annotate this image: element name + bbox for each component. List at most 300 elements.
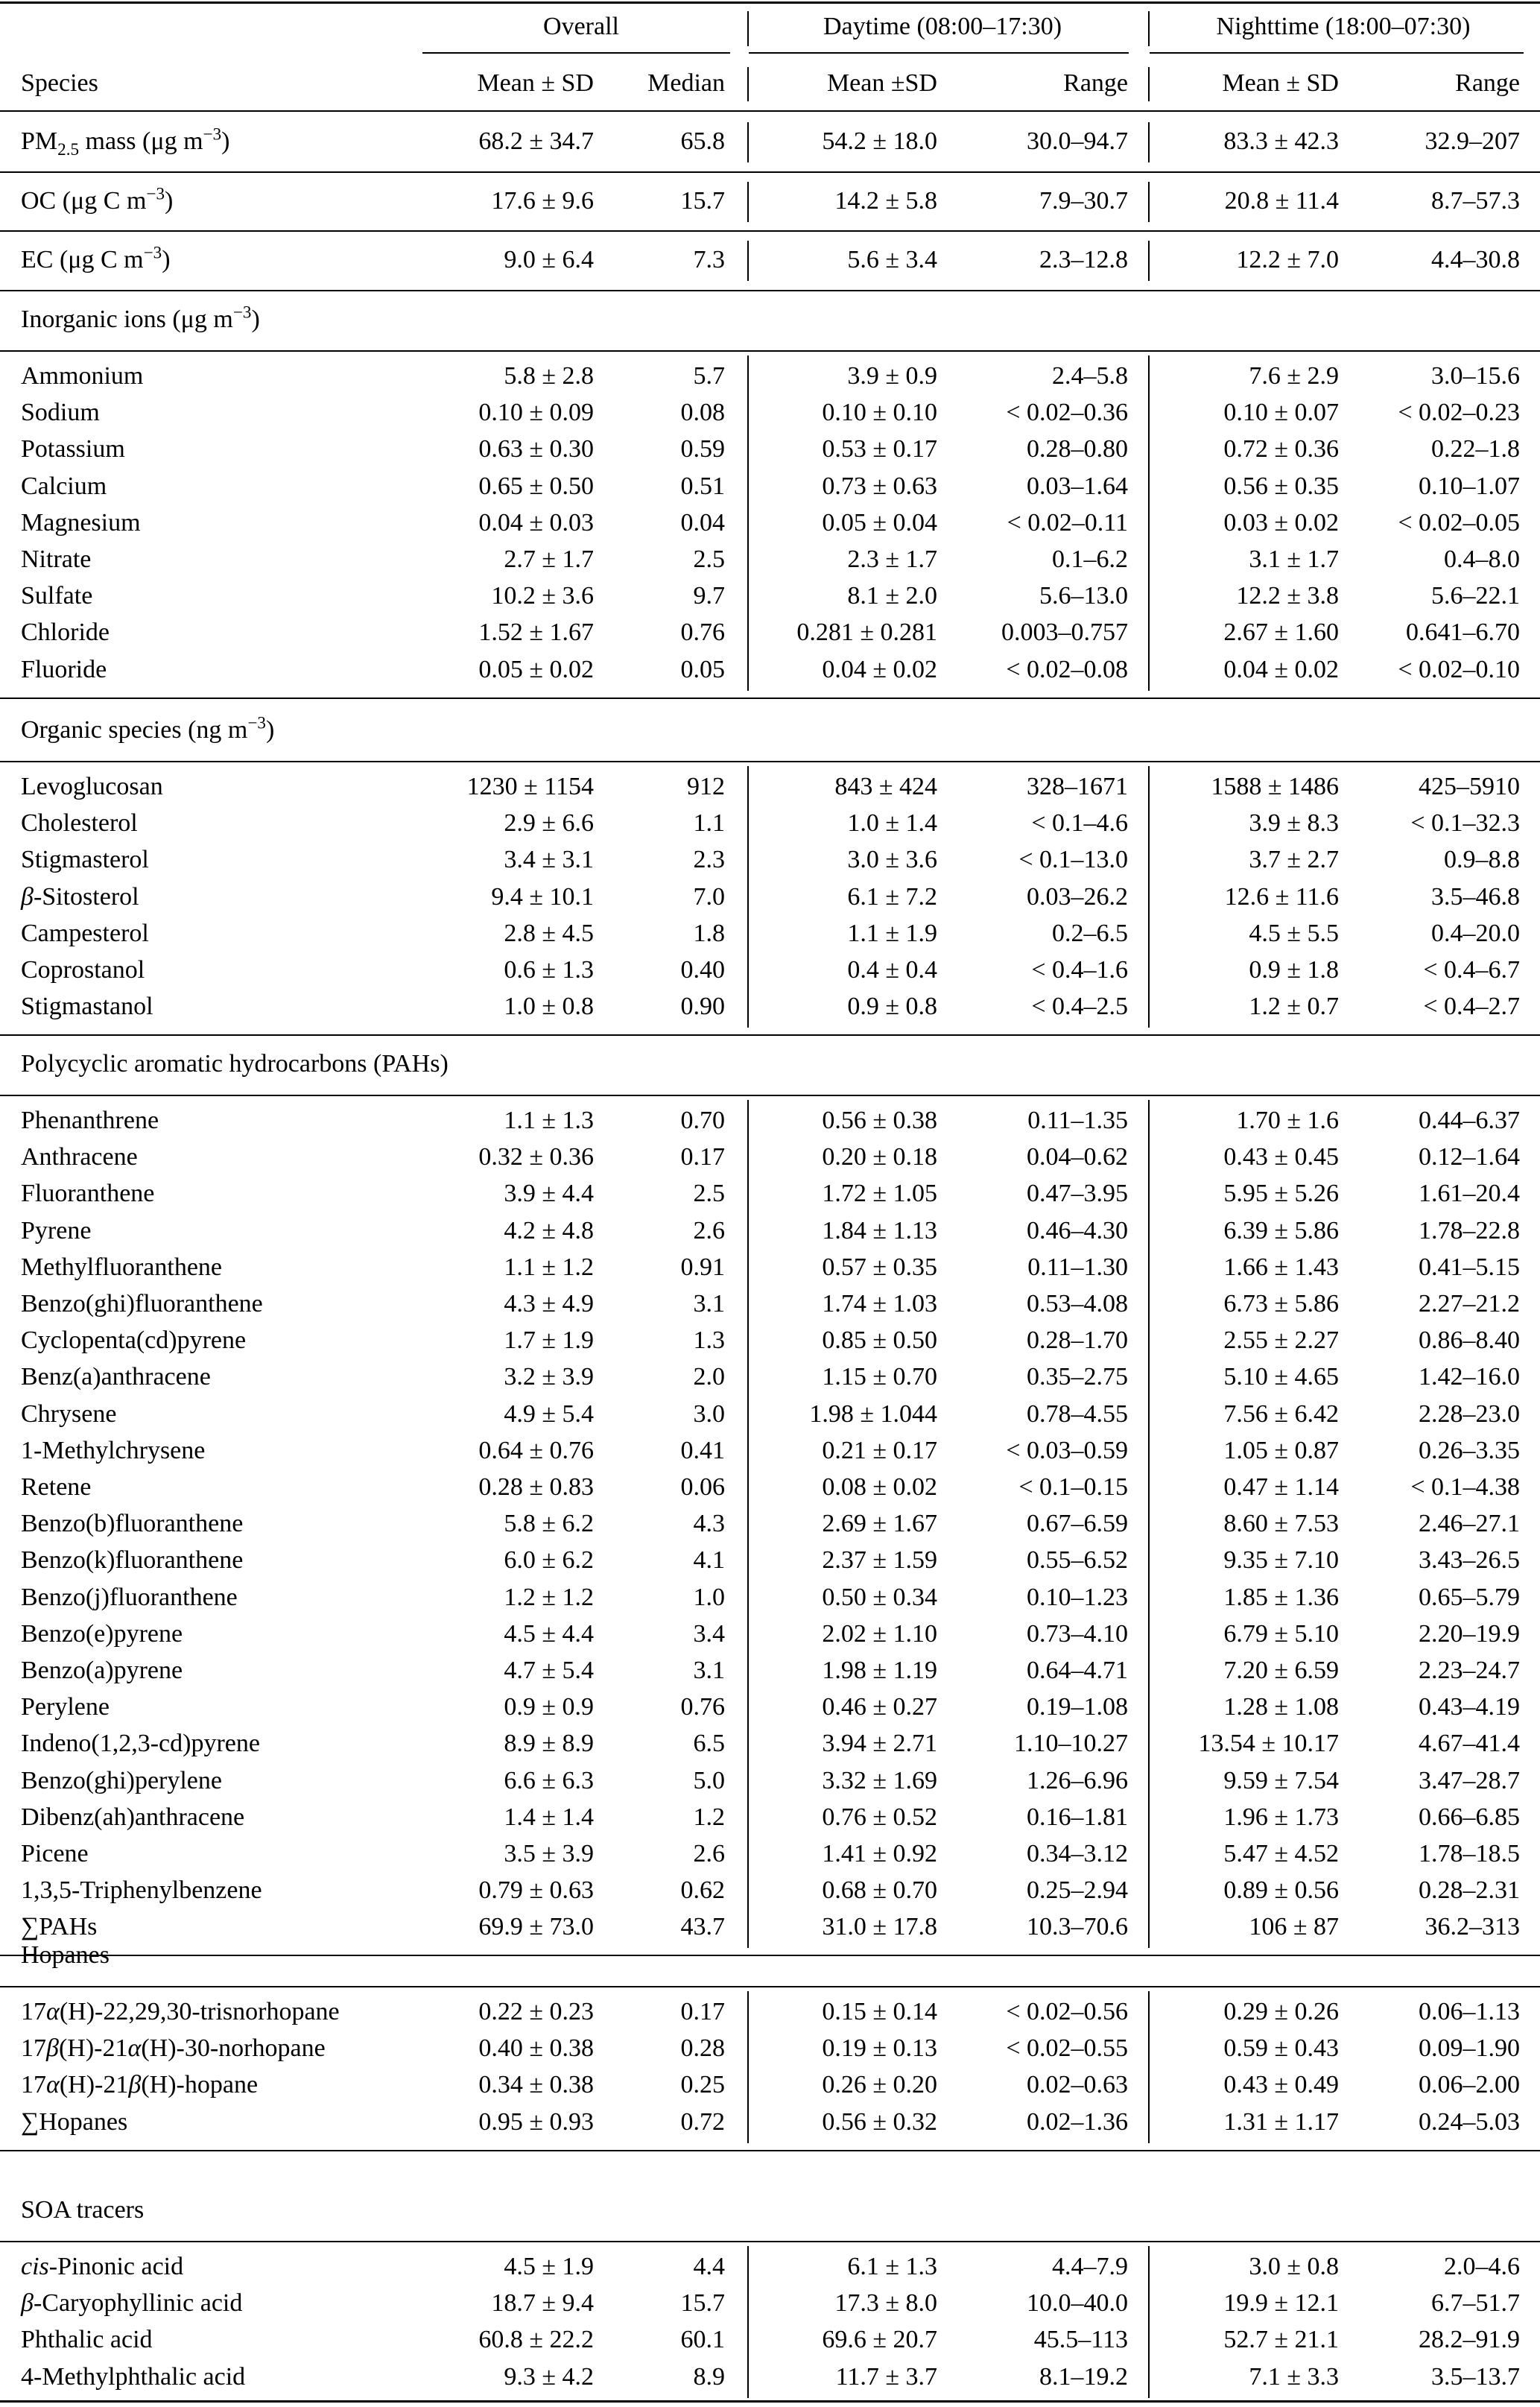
value-cell: 2.7 ± 1.7 <box>504 545 594 573</box>
species-name: OC (μg C $m^{-3}$) <box>21 184 174 215</box>
species-name: Cyclopenta(cd)pyrene <box>21 1326 247 1355</box>
value-cell: 0.28 <box>680 2034 725 2063</box>
value-cell: 2.5 <box>693 1180 725 1208</box>
value-cell: 1.85 ± 1.36 <box>1223 1583 1339 1611</box>
value-cell: 69.6 ± 20.7 <box>822 2326 937 2354</box>
group-header-daytime: Daytime (08:00–17:30) <box>823 13 1062 40</box>
value-cell: 6.1 ± 7.2 <box>847 882 937 911</box>
value-cell: 0.89 ± 0.56 <box>1223 1876 1339 1905</box>
value-cell: 0.28–1.70 <box>1027 1326 1128 1355</box>
value-cell: 2.0 <box>693 1363 725 1391</box>
value-cell: 4.5 ± 1.9 <box>504 2253 594 2280</box>
value-cell: < 0.1–4.6 <box>1031 809 1128 838</box>
section-title: Hopanes <box>21 1941 110 1969</box>
value-cell: 6.7–51.7 <box>1431 2289 1520 2318</box>
value-cell: 106 ± 87 <box>1249 1913 1339 1941</box>
value-cell: 0.04 ± 0.02 <box>1223 655 1339 683</box>
value-cell: 0.56 ± 0.35 <box>1223 472 1339 500</box>
value-cell: 2.02 ± 1.10 <box>822 1619 937 1648</box>
value-cell: 3.7 ± 2.7 <box>1249 846 1339 874</box>
value-cell: 0.95 ± 0.93 <box>478 2107 594 2136</box>
value-cell: 0.4–20.0 <box>1431 919 1520 947</box>
value-cell: 2.27–21.2 <box>1419 1290 1520 1318</box>
value-cell: 0.66–6.85 <box>1419 1803 1520 1831</box>
species-name: Magnesium <box>21 508 141 537</box>
value-cell: 0.59 ± 0.43 <box>1223 2034 1339 2063</box>
value-cell: 17.3 ± 8.0 <box>834 2289 937 2318</box>
value-cell: 2.0–4.6 <box>1444 2253 1520 2280</box>
value-cell: 52.7 ± 21.1 <box>1223 2326 1339 2354</box>
value-cell: 8.60 ± 7.53 <box>1223 1510 1339 1538</box>
value-cell: 3.5–13.7 <box>1431 2362 1520 2391</box>
column-divider <box>1148 67 1150 101</box>
value-cell: 2.67 ± 1.60 <box>1223 619 1339 647</box>
column-header: Range <box>1455 69 1520 97</box>
value-cell: < 0.1–0.15 <box>1018 1473 1128 1501</box>
value-cell: 4.3 ± 4.9 <box>504 1290 594 1318</box>
value-cell: 0.68 ± 0.70 <box>822 1876 937 1905</box>
value-cell: 1.78–18.5 <box>1419 1840 1520 1867</box>
value-cell: 1.15 ± 0.70 <box>822 1363 937 1391</box>
value-cell: 36.2–313 <box>1425 1913 1520 1941</box>
value-cell: 1230 ± 1154 <box>466 773 594 800</box>
value-cell: 0.55–6.52 <box>1027 1546 1128 1575</box>
value-cell: 2.9 ± 6.6 <box>504 809 594 838</box>
value-cell: 8.1–19.2 <box>1039 2362 1128 2391</box>
species-name: $PM_{2.5}$ mass (μg $m^{-3}$) <box>21 124 230 159</box>
species-name: Chloride <box>21 619 110 647</box>
divider <box>0 230 1540 232</box>
value-cell: 0.72 ± 0.36 <box>1223 435 1339 464</box>
section-title: Organic species (ng $m^{-3}$) <box>21 713 275 744</box>
value-cell: 7.6 ± 2.9 <box>1249 362 1339 390</box>
species-name: Chrysene <box>21 1399 117 1428</box>
value-cell: 0.43–4.19 <box>1419 1693 1520 1721</box>
value-cell: 3.5–46.8 <box>1431 882 1520 911</box>
value-cell: 0.10 ± 0.09 <box>478 399 594 427</box>
value-cell: 2.23–24.7 <box>1419 1657 1520 1684</box>
group-underline <box>1150 52 1524 54</box>
value-cell: 0.72 <box>680 2107 725 2136</box>
species-name: Perylene <box>21 1693 110 1721</box>
value-cell: 4.7 ± 5.4 <box>504 1657 594 1684</box>
value-cell: 9.0 ± 6.4 <box>504 246 594 273</box>
value-cell: 3.9 ± 0.9 <box>847 362 937 390</box>
value-cell: 0.02–0.63 <box>1027 2071 1128 2099</box>
value-cell: 1.72 ± 1.05 <box>822 1180 937 1208</box>
value-cell: 1.98 ± 1.19 <box>822 1657 937 1684</box>
value-cell: 12.2 ± 3.8 <box>1236 582 1339 610</box>
value-cell: 3.0 ± 3.6 <box>847 846 937 874</box>
value-cell: 2.3 <box>693 846 725 874</box>
value-cell: 843 ± 424 <box>834 773 937 800</box>
value-cell: 43.7 <box>680 1913 725 1941</box>
value-cell: 3.4 <box>693 1619 725 1648</box>
value-cell: 5.6–13.0 <box>1039 582 1128 610</box>
value-cell: 4.9 ± 5.4 <box>504 1399 594 1428</box>
value-cell: 3.0 <box>693 1399 725 1428</box>
value-cell: 1.0 <box>693 1583 725 1611</box>
column-divider <box>1148 1991 1150 2143</box>
value-cell: 4.2 ± 4.8 <box>504 1216 594 1244</box>
divider <box>0 171 1540 173</box>
value-cell: 0.91 <box>680 1253 725 1281</box>
value-cell: 3.1 <box>693 1290 725 1318</box>
value-cell: < 0.02–0.23 <box>1398 399 1520 427</box>
value-cell: 1.8 <box>693 919 725 947</box>
value-cell: 9.35 ± 7.10 <box>1223 1546 1339 1575</box>
value-cell: 10.2 ± 3.6 <box>491 582 594 610</box>
value-cell: 0.78–4.55 <box>1027 1399 1128 1428</box>
value-cell: 3.1 <box>693 1657 725 1684</box>
value-cell: 2.28–23.0 <box>1419 1399 1520 1428</box>
value-cell: 15.7 <box>680 187 725 215</box>
value-cell: 2.4–5.8 <box>1052 362 1128 390</box>
value-cell: 3.1 ± 1.7 <box>1249 545 1339 573</box>
value-cell: 0.05 ± 0.02 <box>478 655 594 683</box>
value-cell: 6.1 ± 1.3 <box>847 2253 937 2280</box>
value-cell: 5.6 ± 3.4 <box>847 246 937 273</box>
value-cell: 2.6 <box>693 1840 725 1867</box>
value-cell: 60.1 <box>680 2326 725 2354</box>
value-cell: 0.003–0.757 <box>1001 619 1128 647</box>
value-cell: 328–1671 <box>1027 773 1128 800</box>
value-cell: 0.03 ± 0.02 <box>1223 508 1339 537</box>
species-name: Benzo(e)pyrene <box>21 1619 183 1648</box>
value-cell: 19.9 ± 12.1 <box>1223 2289 1339 2318</box>
column-divider <box>747 1100 749 1948</box>
value-cell: 1.0 ± 0.8 <box>504 993 594 1021</box>
value-cell: 3.9 ± 8.3 <box>1249 809 1339 838</box>
value-cell: 9.3 ± 4.2 <box>504 2362 594 2391</box>
species-name: Benzo(a)pyrene <box>21 1657 183 1684</box>
value-cell: < 0.4–1.6 <box>1031 956 1128 984</box>
value-cell: 69.9 ± 73.0 <box>478 1913 594 1941</box>
column-divider <box>1148 766 1150 1028</box>
value-cell: 0.09–1.90 <box>1419 2034 1520 2063</box>
value-cell: 0.34 ± 0.38 <box>478 2071 594 2099</box>
value-cell: 28.2–91.9 <box>1419 2326 1520 2354</box>
value-cell: 0.43 ± 0.49 <box>1223 2071 1339 2099</box>
value-cell: 0.62 <box>680 1876 725 1905</box>
value-cell: 3.0 ± 0.8 <box>1249 2253 1339 2280</box>
value-cell: 0.16–1.81 <box>1027 1803 1128 1831</box>
value-cell: 1.84 ± 1.13 <box>822 1216 937 1244</box>
value-cell: 0.47 ± 1.14 <box>1223 1473 1339 1501</box>
value-cell: 3.43–26.5 <box>1419 1546 1520 1575</box>
species-name: 1,3,5-Triphenylbenzene <box>21 1876 262 1905</box>
column-divider <box>747 766 749 1028</box>
value-cell: 0.4 ± 0.4 <box>847 956 937 984</box>
value-cell: 0.28–2.31 <box>1419 1876 1520 1905</box>
species-name: Levoglucosan <box>21 773 163 800</box>
value-cell: 7.9–30.7 <box>1039 187 1128 215</box>
value-cell: 1.61–20.4 <box>1419 1180 1520 1208</box>
value-cell: 0.19 ± 0.13 <box>822 2034 937 2063</box>
value-cell: 3.9 ± 4.4 <box>504 1180 594 1208</box>
value-cell: 1.1 ± 1.9 <box>847 919 937 947</box>
species-name: ∑PAHs <box>21 1913 98 1941</box>
value-cell: 5.8 ± 6.2 <box>504 1510 594 1538</box>
column-divider <box>1148 122 1150 162</box>
value-cell: 3.32 ± 1.69 <box>822 1766 937 1794</box>
species-name: Calcium <box>21 472 107 500</box>
value-cell: 2.37 ± 1.59 <box>822 1546 937 1575</box>
value-cell: 60.8 ± 22.2 <box>478 2326 594 2354</box>
column-divider <box>747 1991 749 2143</box>
value-cell: 0.19–1.08 <box>1027 1693 1128 1721</box>
section-title: Inorganic ions (μg $m^{-3}$) <box>21 303 260 333</box>
value-cell: 1.26–6.96 <box>1027 1766 1128 1794</box>
value-cell: 13.54 ± 10.17 <box>1198 1730 1339 1758</box>
value-cell: 6.79 ± 5.10 <box>1223 1619 1339 1648</box>
value-cell: 5.47 ± 4.52 <box>1223 1840 1339 1867</box>
value-cell: 2.55 ± 2.27 <box>1223 1326 1339 1355</box>
value-cell: 4.5 ± 4.4 <box>504 1619 594 1648</box>
column-header: Mean ± SD <box>1222 69 1339 97</box>
value-cell: < 0.02–0.05 <box>1398 508 1520 537</box>
value-cell: 0.03–1.64 <box>1027 472 1128 500</box>
value-cell: 9.4 ± 10.1 <box>491 882 594 911</box>
column-header: Range <box>1063 69 1128 97</box>
value-cell: < 0.4–6.7 <box>1423 956 1520 984</box>
species-name: Indeno(1,2,3-cd)pyrene <box>21 1730 260 1758</box>
column-divider <box>1148 355 1150 691</box>
column-divider <box>747 67 749 101</box>
column-divider <box>1148 182 1150 222</box>
value-cell: 83.3 ± 42.3 <box>1223 127 1339 155</box>
value-cell: 0.22–1.8 <box>1431 435 1520 464</box>
divider <box>0 761 1540 762</box>
divider <box>0 1034 1540 1036</box>
value-cell: 6.5 <box>693 1730 725 1758</box>
value-cell: 14.2 ± 5.8 <box>834 187 937 215</box>
value-cell: 1.1 ± 1.3 <box>504 1107 594 1134</box>
value-cell: 0.26–3.35 <box>1419 1436 1520 1464</box>
divider <box>0 1 1540 4</box>
value-cell: 2.6 <box>693 1216 725 1244</box>
value-cell: 1.52 ± 1.67 <box>478 619 594 647</box>
species-name: Pyrene <box>21 1216 92 1244</box>
value-cell: 0.15 ± 0.14 <box>822 1998 937 2025</box>
value-cell: 2.5 <box>693 545 725 573</box>
value-cell: 0.41–5.15 <box>1419 1253 1520 1281</box>
divider <box>0 2150 1540 2151</box>
value-cell: 0.41 <box>680 1436 725 1464</box>
value-cell: 30.0–94.7 <box>1027 127 1128 155</box>
value-cell: 0.73 ± 0.63 <box>822 472 937 500</box>
value-cell: 8.1 ± 2.0 <box>847 582 937 610</box>
value-cell: 0.20 ± 0.18 <box>822 1143 937 1171</box>
value-cell: < 0.4–2.7 <box>1423 993 1520 1021</box>
value-cell: 0.73–4.10 <box>1027 1619 1128 1648</box>
value-cell: 7.3 <box>693 246 725 273</box>
value-cell: 0.50 ± 0.34 <box>822 1583 937 1611</box>
value-cell: 4.67–41.4 <box>1419 1730 1520 1758</box>
value-cell: 0.79 ± 0.63 <box>478 1876 594 1905</box>
value-cell: 2.46–27.1 <box>1419 1510 1520 1538</box>
value-cell: < 0.02–0.10 <box>1398 655 1520 683</box>
value-cell: 0.641–6.70 <box>1406 619 1520 647</box>
value-cell: < 0.1–13.0 <box>1018 846 1128 874</box>
value-cell: 8.9 ± 8.9 <box>504 1730 594 1758</box>
value-cell: 1.0 ± 1.4 <box>847 809 937 838</box>
value-cell: 1.42–16.0 <box>1419 1363 1520 1391</box>
species-name: Fluoride <box>21 655 107 683</box>
species-name: Cholesterol <box>21 809 138 838</box>
value-cell: 31.0 ± 17.8 <box>822 1913 937 1941</box>
species-name: Benz(a)anthracene <box>21 1363 211 1391</box>
value-cell: 0.06–2.00 <box>1419 2071 1520 2099</box>
value-cell: 2.69 ± 1.67 <box>822 1510 937 1538</box>
value-cell: 3.4 ± 3.1 <box>504 846 594 874</box>
value-cell: 3.5 ± 3.9 <box>504 1840 594 1867</box>
value-cell: 6.39 ± 5.86 <box>1223 1216 1339 1244</box>
value-cell: 9.7 <box>693 582 725 610</box>
species-name: Potassium <box>21 435 125 464</box>
column-divider <box>747 241 749 281</box>
value-cell: 1.4 ± 1.4 <box>504 1803 594 1831</box>
value-cell: 0.11–1.35 <box>1027 1107 1128 1134</box>
value-cell: 12.6 ± 11.6 <box>1224 882 1339 911</box>
value-cell: 0.10–1.23 <box>1027 1583 1128 1611</box>
value-cell: 2.20–19.9 <box>1419 1619 1520 1648</box>
column-divider <box>747 182 749 222</box>
value-cell: 0.56 ± 0.38 <box>822 1107 937 1134</box>
value-cell: 0.4–8.0 <box>1444 545 1520 573</box>
value-cell: 5.95 ± 5.26 <box>1223 1180 1339 1208</box>
column-divider <box>1148 241 1150 281</box>
value-cell: 0.02–1.36 <box>1027 2107 1128 2136</box>
value-cell: 0.63 ± 0.30 <box>478 435 594 464</box>
value-cell: 0.05 ± 0.04 <box>822 508 937 537</box>
value-cell: 0.43 ± 0.45 <box>1223 1143 1339 1171</box>
value-cell: 0.05 <box>680 655 725 683</box>
divider <box>0 2241 1540 2242</box>
value-cell: 0.25 <box>680 2071 725 2099</box>
value-cell: 6.6 ± 6.3 <box>504 1766 594 1794</box>
value-cell: 0.08 <box>680 399 725 427</box>
value-cell: 6.73 ± 5.86 <box>1223 1290 1339 1318</box>
value-cell: 0.21 ± 0.17 <box>822 1436 937 1464</box>
species-name: β-Caryophyllinic acid <box>21 2289 243 2318</box>
species-name: Sodium <box>21 399 100 427</box>
value-cell: < 0.02–0.55 <box>1006 2034 1128 2063</box>
value-cell: 912 <box>687 773 725 800</box>
divider <box>0 290 1540 291</box>
value-cell: 1.74 ± 1.03 <box>822 1290 937 1318</box>
value-cell: < 0.02–0.08 <box>1006 655 1128 683</box>
value-cell: 3.47–28.7 <box>1419 1766 1520 1794</box>
value-cell: 0.9–8.8 <box>1444 846 1520 874</box>
species-name: 4-Methylphthalic acid <box>21 2362 246 2391</box>
value-cell: 7.20 ± 6.59 <box>1223 1657 1339 1684</box>
value-cell: 0.40 ± 0.38 <box>478 2034 594 2063</box>
value-cell: 1.41 ± 0.92 <box>822 1840 937 1867</box>
value-cell: 10.3–70.6 <box>1027 1913 1128 1941</box>
value-cell: 0.34–3.12 <box>1027 1840 1128 1867</box>
value-cell: 0.53 ± 0.17 <box>822 435 937 464</box>
value-cell: 1.78–22.8 <box>1419 1216 1520 1244</box>
value-cell: 0.11–1.30 <box>1027 1253 1128 1281</box>
value-cell: 0.12–1.64 <box>1419 1143 1520 1171</box>
species-name: Benzo(ghi)perylene <box>21 1766 222 1794</box>
value-cell: 0.1–6.2 <box>1052 545 1128 573</box>
value-cell: 0.17 <box>680 1143 725 1171</box>
value-cell: 0.04 <box>680 508 725 537</box>
species-name: EC (μg C $m^{-3}$) <box>21 243 171 273</box>
value-cell: 0.04–0.62 <box>1027 1143 1128 1171</box>
value-cell: < 0.1–32.3 <box>1410 809 1520 838</box>
value-cell: 425–5910 <box>1419 773 1520 800</box>
value-cell: 1.96 ± 1.73 <box>1223 1803 1339 1831</box>
column-divider <box>1148 11 1150 46</box>
value-cell: 0.51 <box>680 472 725 500</box>
value-cell: < 0.4–2.5 <box>1031 993 1128 1021</box>
species-name: Coprostanol <box>21 956 145 984</box>
species-name: β-Sitosterol <box>21 882 139 911</box>
value-cell: 15.7 <box>680 2289 725 2318</box>
value-cell: 4.1 <box>693 1546 725 1575</box>
value-cell: 4.4–7.9 <box>1052 2253 1128 2280</box>
value-cell: 45.5–113 <box>1033 2326 1128 2354</box>
value-cell: 5.10 ± 4.65 <box>1223 1363 1339 1391</box>
species-name: 17β(H)-21α(H)-30-norhopane <box>21 2034 326 2063</box>
value-cell: 0.56 ± 0.32 <box>822 2107 937 2136</box>
species-name: Picene <box>21 1840 89 1867</box>
value-cell: 18.7 ± 9.4 <box>491 2289 594 2318</box>
species-name: Methylfluoranthene <box>21 1253 223 1281</box>
value-cell: 0.32 ± 0.36 <box>478 1143 594 1171</box>
value-cell: 1.3 <box>693 1326 725 1355</box>
value-cell: 0.65 ± 0.50 <box>478 472 594 500</box>
value-cell: 0.85 ± 0.50 <box>822 1326 937 1355</box>
value-cell: 0.76 <box>680 1693 725 1721</box>
value-cell: 3.0–15.6 <box>1431 362 1520 390</box>
species-name: Dibenz(ah)anthracene <box>21 1803 245 1831</box>
group-header-nighttime: Nighttime (18:00–07:30) <box>1216 13 1471 40</box>
species-name: Ammonium <box>21 362 144 390</box>
value-cell: 0.04 ± 0.03 <box>478 508 594 537</box>
value-cell: 0.26 ± 0.20 <box>822 2071 937 2099</box>
value-cell: 7.56 ± 6.42 <box>1223 1399 1339 1428</box>
value-cell: 11.7 ± 3.7 <box>835 2362 937 2391</box>
value-cell: 3.94 ± 2.71 <box>822 1730 937 1758</box>
species-name: Sulfate <box>21 582 93 610</box>
value-cell: 0.46 ± 0.27 <box>822 1693 937 1721</box>
species-name: ∑Hopanes <box>21 2107 128 2136</box>
value-cell: 5.6–22.1 <box>1431 582 1520 610</box>
section-title: Polycyclic aromatic hydrocarbons (PAHs) <box>21 1050 449 1078</box>
species-name: Benzo(b)fluoranthene <box>21 1510 244 1538</box>
value-cell: 1.05 ± 0.87 <box>1223 1436 1339 1464</box>
value-cell: 1.2 <box>693 1803 725 1831</box>
species-name: Nitrate <box>21 545 92 573</box>
value-cell: 5.8 ± 2.8 <box>504 362 594 390</box>
value-cell: 0.46–4.30 <box>1027 1216 1128 1244</box>
value-cell: 0.67–6.59 <box>1027 1510 1128 1538</box>
value-cell: 1.66 ± 1.43 <box>1223 1253 1339 1281</box>
value-cell: 17.6 ± 9.6 <box>491 187 594 215</box>
value-cell: < 0.02–0.56 <box>1006 1998 1128 2025</box>
value-cell: 1.70 ± 1.6 <box>1236 1107 1339 1134</box>
value-cell: 2.3 ± 1.7 <box>847 545 937 573</box>
value-cell: 0.04 ± 0.02 <box>822 655 937 683</box>
value-cell: 0.10 ± 0.10 <box>822 399 937 427</box>
species-name: Benzo(j)fluoranthene <box>21 1583 238 1611</box>
value-cell: 0.6 ± 1.3 <box>504 956 594 984</box>
column-divider <box>747 355 749 691</box>
